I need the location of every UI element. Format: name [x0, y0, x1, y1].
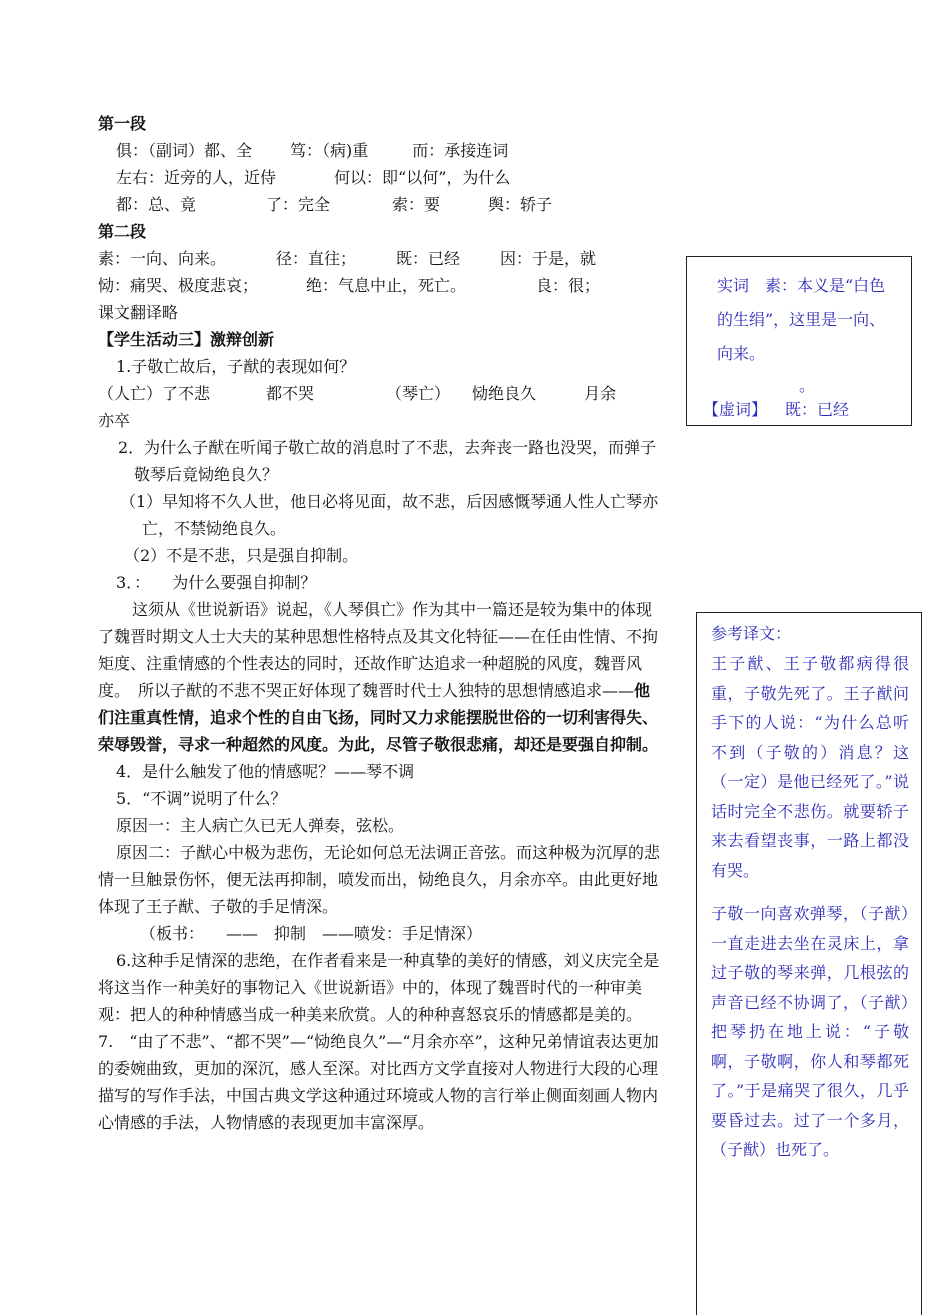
translation-paragraph-2: 子敬一向喜欢弹琴，（子猷）一直走进去坐在灵床上，拿过子敬的琴来弹，几根弦的声音已经不协调了，（子猷）把琴扔在地上说：“子敬啊，子敬啊，你人和琴都死了。”于是痛哭了很久，几乎要昏过去。过了一个多月，（子猷）也死了。: [711, 904, 909, 1159]
gloss: 既：已经: [396, 249, 461, 268]
question-4: 4．是什么触发了他的情感呢？——琴不调: [116, 762, 415, 781]
gloss: 了：完全: [266, 195, 331, 214]
s2-line1: [98, 245, 660, 272]
gloss: 何以：即“以何”，为什么: [334, 168, 511, 187]
s1-line2: [98, 164, 660, 191]
question-7: 7. “由了不悲”、“都不哭”—“恸绝良久”—“月余亦卒”，这种兄弟情谊表达更加的委婉曲致，更加的深沉，感人至深。对比西方文学直接对人物进行大段的心理描写的写作手法，中国古典文学这种通过环境或人物的言行举止侧面刻画人物内心情感的手法，人物情感的表现更加丰富深厚。: [98, 1032, 659, 1132]
translation-body: [711, 649, 909, 1179]
question-3: [98, 569, 660, 596]
xuci-text: 既：已经: [785, 400, 850, 419]
vocab-shici: 实词 素：本义是“白色的生绢”，这里是一向、向来。: [717, 276, 886, 363]
vocab-dot: 。: [799, 376, 816, 395]
s2-line3: 课文翻译略: [98, 303, 179, 322]
board-part: 抑制: [274, 924, 307, 943]
question-text: 为什么要强自抑制？: [172, 573, 317, 592]
section2-title: 第二段: [98, 222, 147, 241]
gloss: 左右：近旁的人，近侍: [116, 168, 277, 187]
vocab-box: [686, 256, 912, 426]
activity-title: 激辩创新: [210, 330, 275, 349]
gloss: 径：直往；: [276, 249, 357, 268]
answer-3-bold: 他们注重真性情，追求个性的自由飞扬，同时又力求能摆脱世俗的一切利害得失、荣辱毁誉，寻求一种超然的风度。为此，尽管子敬很悲痛，却还是要强自抑制。: [98, 681, 659, 754]
question-1: 1.子敬亡故后，子猷的表现如何？: [116, 357, 356, 376]
s1-line1: [98, 137, 660, 164]
gloss: 笃：（病)重: [290, 141, 369, 160]
translation-title: 参考译文：: [711, 624, 792, 643]
answer-3-normal: 这须从《世说新语》说起，《人琴俱亡》作为其中一篇还是较为集中的体现了魏晋时期文人士大夫的某种思想性格特点及其文化特征——在任由性情、不拘矩度、注重情感的个性表达的同时，还故作旷达追求一种超脱的风度，魏晋风度。 所以子猷的不悲不哭正好体现了魏晋时代士人独特的思想情感追求——: [98, 600, 659, 700]
gloss: 都：总、竟: [116, 195, 197, 214]
gloss: 索：要: [392, 195, 441, 214]
answer-part: 恸绝良久: [472, 384, 537, 403]
s2-line2: [98, 272, 660, 299]
reason-2: 原因二：子猷心中极为悲伤，无论如何总无法调正音弦。而这种极为沉厚的悲情一旦触景伤怀，便无法再抑制，喷发而出，恸绝良久，月余亦卒。由此更好地体现了王子猷、子敬的手足情深。: [98, 843, 661, 916]
question-number: 3．：: [116, 573, 151, 592]
answer-part: 月余: [584, 384, 617, 403]
xuci-label: 【虚词】: [703, 400, 768, 419]
gloss: 而：承接连词: [412, 141, 509, 160]
board-part: （板书：: [140, 924, 205, 943]
activity-bracket: 【学生活动三】: [98, 330, 211, 349]
answer-3: [98, 596, 660, 758]
answer-2-2: （2）不是不悲，只是强自抑制。: [124, 546, 359, 565]
board-note: [98, 920, 660, 947]
s1-line3: [98, 191, 660, 218]
gloss: 恸：痛哭、极度悲哀；: [98, 276, 259, 295]
answer-2-1: （1）早知将不久人世，他日必将见面，故不悲，后因感慨琴通人性人亡琴亦亡，不禁恸绝良久。: [120, 492, 659, 538]
question-5: 5．“不调”说明了什么？: [116, 789, 287, 808]
answer-1: [98, 380, 660, 407]
main-text: [98, 110, 660, 1136]
answer-part: （琴亡）: [386, 384, 451, 403]
vocab-xuci: [703, 397, 849, 420]
gloss: 俱：（副词）都、全: [116, 141, 253, 160]
answer-part: 都不哭: [266, 384, 315, 403]
activity-heading: [98, 326, 660, 353]
answer-part: （人亡）了不悲: [98, 384, 211, 403]
section1-title: 第一段: [98, 114, 147, 133]
translation-paragraph-1: 王子猷、王子敬都病得很重，子敬先死了。王子猷问手下的人说：“为什么总听不到（子敬的）消息？这（一定）是他已经死了。”说话时完全不悲伤。就要轿子来去看望丧事，一路上都没有哭。: [711, 654, 909, 880]
gloss: 因：于是，就: [500, 249, 597, 268]
gloss: 绝：气息中止，死亡。: [306, 276, 467, 295]
question-6: 6.这种手足情深的悲绝，在作者看来是一种真挚的美好的情感，刘义庆完全是将这当作一种美好的事物记入《世说新语》中的，体现了魏晋时代的一种审美观：把人的种种情感当成一种美来欣赏。人的种种喜怒哀乐的情感都是美的。: [98, 951, 660, 1024]
gloss: 素：一向、向来。: [98, 249, 227, 268]
board-part: ——: [226, 924, 259, 943]
question-2: 2．为什么子猷在听闻子敬亡故的消息时了不悲，去奔丧一路也没哭，而弹子敬琴后竟恸绝良久？: [118, 438, 657, 484]
board-part: ——喷发：手足情深）: [322, 924, 483, 943]
answer-1-cont: 亦卒: [98, 411, 131, 430]
translation-box: [696, 612, 922, 1315]
gloss: 舆：轿子: [488, 195, 553, 214]
gloss: 良：很；: [536, 276, 601, 295]
reason-1: 原因一：主人病亡久已无人弹奏，弦松。: [116, 816, 405, 835]
